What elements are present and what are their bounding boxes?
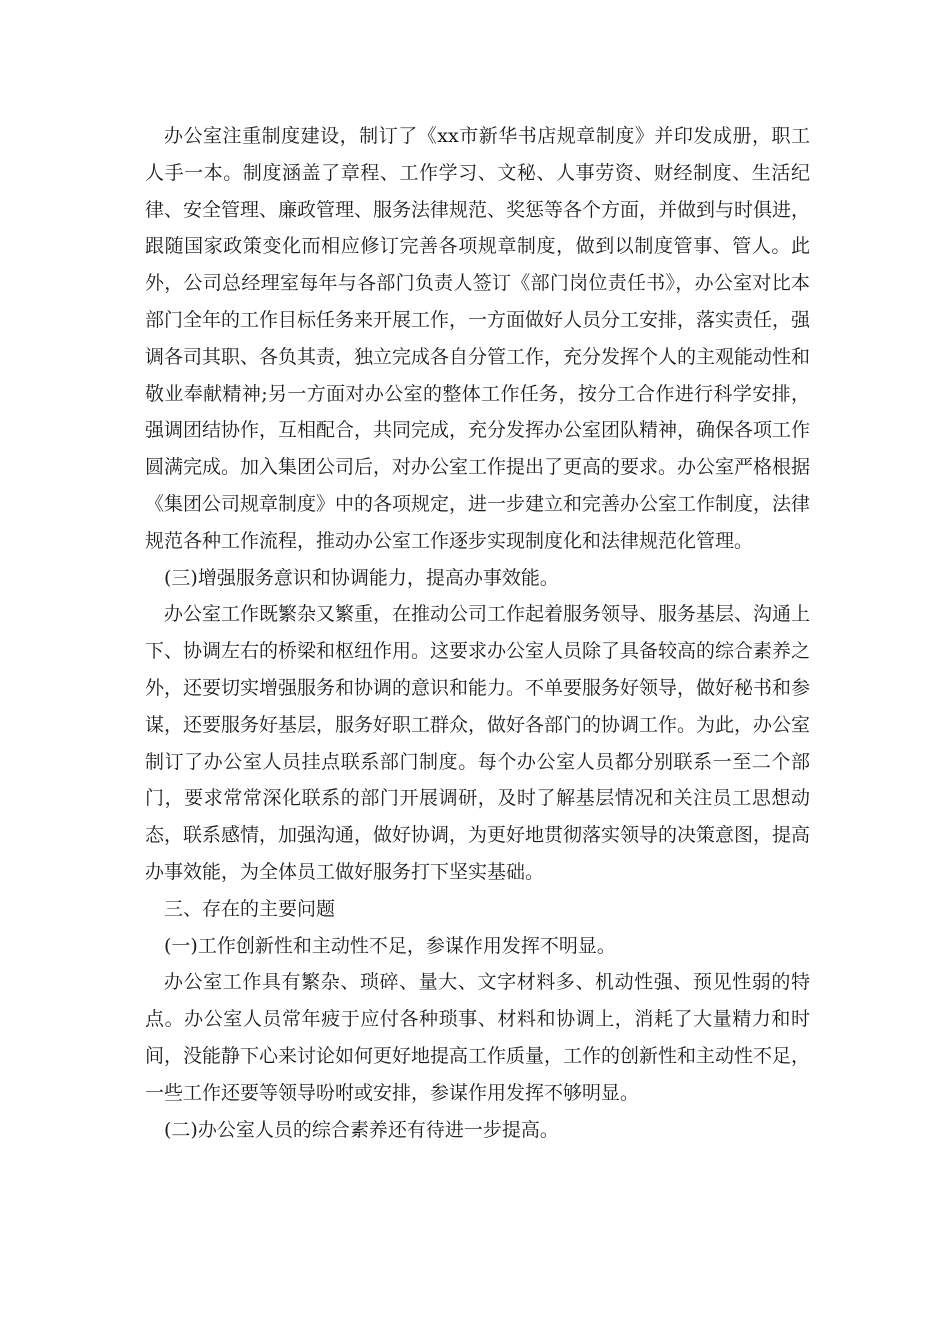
heading-innovation-shortfall: (一)工作创新性和主动性不足，参谋作用发挥不明显。 bbox=[164, 934, 616, 957]
paragraph-innovation-shortfall: 办公室工作具有繁杂、琐碎、量大、文字材料多、机动性强、预见性弱的特点。办公室人员常年疲于应付各种琐事、材料和协调上，消耗了大量精力和时间，没能静下心来讨论如何更好地提高工作质量，工作的创新性和主动性不足，一些工作还要等领导吩咐或安排，参谋作用发挥不够明显。 bbox=[145, 971, 811, 1104]
heading-service-awareness: (三)增强服务意识和协调能力，提高办事效能。 bbox=[164, 566, 559, 589]
heading-main-problems: 三、存在的主要问题 bbox=[164, 897, 336, 920]
paragraph-system-building: 办公室注重制度建设，制订了《xx市新华书店规章制度》并印发成册，职工人手一本。制度涵盖了章程、工作学习、文秘、人事劳资、财经制度、生活纪律、安全管理、廉政管理、服务法律规范、奖惩等各个方面，并做到与时俱进，跟随国家政策变化而相应修订完善各项规章制度，做到以制度管事、管人。此外，公司总经理室每年与各部门负责人签订《部门岗位责任书》，办公室对比本部门全年的工作目标任务来开展工作，一方面做好人员分工安排，落实责任，强调各司其职、各负其责，独立完成各自分管工作，充分发挥个人的主观能动性和敬业奉献精神;另一方面对办公室的整体工作任务，按分工合作进行科学安排，强调团结协作，互相配合，共同完成，充分发挥办公室团队精神，确保各项工作圆满完成。加入集团公司后，对办公室工作提出了更高的要求。办公室严格根据《集团公司规章制度》中的各项规定，进一步建立和完善办公室工作制度，法律规范各种工作流程，推动办公室工作逐步实现制度化和法律规范化管理。 bbox=[145, 125, 811, 552]
heading-staff-quality: (二)办公室人员的综合素养还有待进一步提高。 bbox=[164, 1118, 559, 1141]
paragraph-service-coordination: 办公室工作既繁杂又繁重，在推动公司工作起着服务领导、服务基层、沟通上下、协调左右的桥梁和枢纽作用。这要求办公室人员除了具备较高的综合素养之外，还要切实增强服务和协调的意识和能力。不单要服务好领导，做好秘书和参谋，还要服务好基层，服务好职工群众，做好各部门的协调工作。为此，办公室制订了办公室人员挂点联系部门制度。每个办公室人员都分别联系一至二个部门，要求常常深化联系的部门开展调研，及时了解基层情况和关注员工思想动态，联系感情，加强沟通，做好协调，为更好地贯彻落实领导的决策意图，提高办事效能，为全体员工做好服务打下坚实基础。 bbox=[145, 603, 811, 883]
document-body bbox=[145, 118, 810, 1148]
